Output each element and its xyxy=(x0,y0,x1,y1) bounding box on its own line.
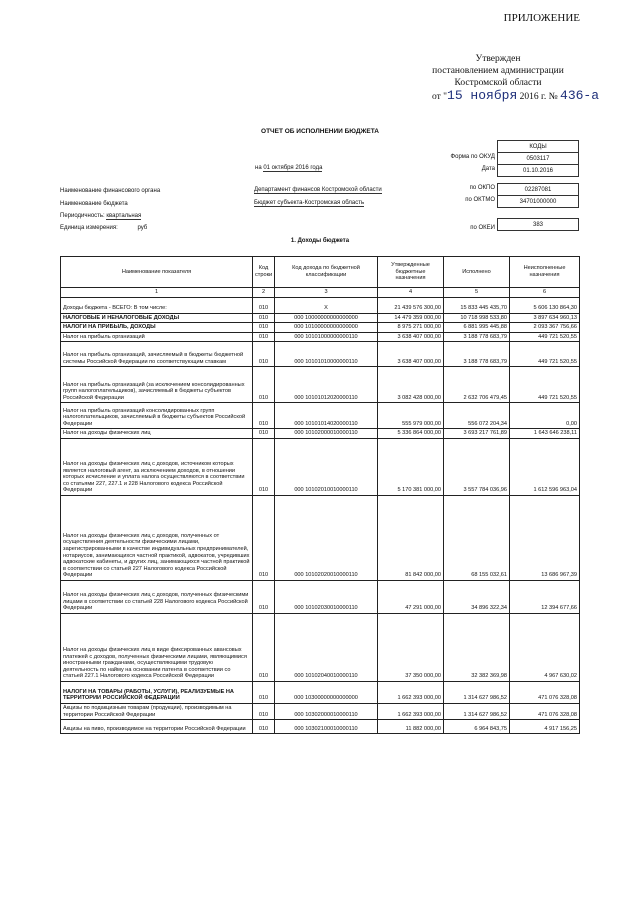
table-row xyxy=(61,313,580,323)
table-row xyxy=(61,297,580,313)
date-code: 01.10.2016 xyxy=(498,165,579,177)
column-number-row xyxy=(61,288,580,298)
row-approved: 1 662 393 000,00 xyxy=(378,681,444,703)
row-name: Акцизы по подакцизным товарам (продукции), производимым на территории Российской Федерации xyxy=(61,703,253,719)
row-income-code: 000 10102040010000110 xyxy=(275,613,378,681)
row-name: Доходы бюджета - ВСЕГО: В том числе: xyxy=(61,297,253,313)
resolution-year-no: 2016 г. № xyxy=(519,92,558,102)
table-row xyxy=(61,681,580,703)
row-unexecuted: 12 394 677,66 xyxy=(510,580,580,613)
row-approved: 5 336 864 000,00 xyxy=(378,429,444,439)
row-unexecuted: 471 076 328,08 xyxy=(510,681,580,703)
row-line-code: 010 xyxy=(253,495,275,580)
row-name: Налог на прибыль организаций (за исключением консолидированных групп налогоплательщиков), зачисляемый в бюджеты субъектов Российской Федерации xyxy=(61,367,253,403)
col-header: Код строки xyxy=(253,257,275,288)
row-unexecuted: 0,00 xyxy=(510,403,580,429)
row-name: Налог на доходы физических лиц в виде фиксированных авансовых платежей с доходов, полученных физическими лицами, являющимися иностранными гражданами, осуществляющими трудовую деятельность по найму на основании патента в соответствии со статьей 227.1 Налогового кодекса Российской Федерации xyxy=(61,613,253,681)
row-unexecuted: 3 897 634 960,13 xyxy=(510,313,580,323)
row-income-code: 000 10101012020000110 xyxy=(275,367,378,403)
col-header: Утвержденные бюджетные назначения xyxy=(378,257,444,288)
row-income-code: 000 10102010010000110 xyxy=(275,438,378,495)
row-approved: 14 479 359 000,00 xyxy=(378,313,444,323)
table-row xyxy=(61,438,580,495)
row-approved: 1 662 393 000,00 xyxy=(378,703,444,719)
row-name: Налог на прибыль организаций консолидированных групп налогоплательщиков, зачисляемый в бюджеты субъектов Российской Федерации xyxy=(61,403,253,429)
row-executed: 34 896 322,34 xyxy=(444,580,510,613)
row-unexecuted: 4 967 630,02 xyxy=(510,613,580,681)
from-prefix: от " xyxy=(432,92,448,102)
table-row xyxy=(61,332,580,342)
row-approved: 555 979 000,00 xyxy=(378,403,444,429)
row-executed: 68 155 032,61 xyxy=(444,495,510,580)
approved-label: Утвержден xyxy=(475,54,521,64)
row-unexecuted: 449 721 520,55 xyxy=(510,332,580,342)
period-line xyxy=(60,213,141,219)
row-approved: 8 975 271 000,00 xyxy=(378,323,444,333)
row-executed: 3 188 778 683,79 xyxy=(444,342,510,367)
period-label: Периодичность: xyxy=(60,213,105,219)
row-executed: 15 833 445 435,70 xyxy=(444,297,510,313)
row-line-code: 010 xyxy=(253,429,275,439)
row-unexecuted: 1 643 646 238,11 xyxy=(510,429,580,439)
oktmo-label: по ОКТМО xyxy=(465,197,495,203)
row-income-code: 000 10101010000000110 xyxy=(275,342,378,367)
row-executed: 6 964 843,75 xyxy=(444,720,510,734)
row-unexecuted: 5 606 130 864,30 xyxy=(510,297,580,313)
unit-line xyxy=(60,225,147,231)
row-line-code: 010 xyxy=(253,580,275,613)
row-name: Налог на доходы физических лиц xyxy=(61,429,253,439)
row-income-code: 000 10302100010000110 xyxy=(275,720,378,734)
row-unexecuted: 13 686 967,39 xyxy=(510,495,580,580)
row-income-code: 000 10102000010000110 xyxy=(275,429,378,439)
row-line-code: 010 xyxy=(253,367,275,403)
resolution-number: 436-а xyxy=(560,88,600,103)
row-approved: 47 291 000,00 xyxy=(378,580,444,613)
row-unexecuted: 2 093 367 756,66 xyxy=(510,323,580,333)
form-label: Форма по ОКУД xyxy=(450,154,495,160)
table-header-row xyxy=(61,257,580,288)
row-income-code: 000 10102030010000110 xyxy=(275,580,378,613)
table-row xyxy=(61,367,580,403)
row-line-code: 010 xyxy=(253,438,275,495)
fin-org-label: Наименование финансового органа xyxy=(60,188,161,194)
resolution-date-line xyxy=(432,88,599,103)
table-row xyxy=(61,323,580,333)
row-name: НАЛОГИ НА ПРИБЫЛЬ, ДОХОДЫ xyxy=(61,323,253,333)
row-executed: 3 693 217 761,89 xyxy=(444,429,510,439)
resolution-day-month: 15 ноября xyxy=(447,88,518,103)
fin-org-value: Департамент финансов Костромской области xyxy=(254,187,382,193)
row-executed: 1 314 627 986,52 xyxy=(444,703,510,719)
table-row xyxy=(61,580,580,613)
row-name: Налог на доходы физических лиц с доходов, полученных от осуществления деятельности физическими лицами, зарегистрированными в качестве индивидуальных предпринимателей, нотариусов, занимающихся частной практикой, адвокатов, учредивших адвокатские кабинеты, и других лиц, занимающихся частной практикой в соответствии со статьей 227 Налогового кодекса Российской Федерации xyxy=(61,495,253,580)
row-income-code: 000 10302000010000110 xyxy=(275,703,378,719)
row-line-code: 010 xyxy=(253,323,275,333)
col-number: 3 xyxy=(275,288,378,298)
row-name: Акцизы на пиво, производимое на территории Российской Федерации xyxy=(61,720,253,734)
unit-value: руб xyxy=(137,225,148,231)
col-number: 4 xyxy=(378,288,444,298)
unit-label: Единица измерения: xyxy=(60,225,118,231)
row-executed: 3 557 784 036,96 xyxy=(444,438,510,495)
row-approved: 11 882 000,00 xyxy=(378,720,444,734)
col-header: Код дохода по бюджетной классификации xyxy=(275,257,378,288)
report-title: ОТЧЕТ ОБ ИСПОЛНЕНИИ БЮДЖЕТА xyxy=(261,128,379,135)
row-name: Налог на прибыль организаций xyxy=(61,332,253,342)
appendix-label: ПРИЛОЖЕНИЕ xyxy=(503,12,580,24)
row-line-code: 010 xyxy=(253,313,275,323)
row-line-code: 010 xyxy=(253,297,275,313)
table-row xyxy=(61,495,580,580)
okei-label: по ОКЕИ xyxy=(470,225,495,231)
row-unexecuted: 1 612 596 963,04 xyxy=(510,438,580,495)
row-unexecuted: 449 721 520,55 xyxy=(510,342,580,367)
revenue-table xyxy=(60,256,580,734)
row-income-code: 000 10100000000000000 xyxy=(275,323,378,333)
date-value: 01 октября 2016 года xyxy=(263,165,323,171)
row-name: Налог на прибыль организаций, зачисляемый в бюджеты бюджетной системы Российской Федерации по соответствующим ставкам xyxy=(61,342,253,367)
row-executed: 3 188 778 683,79 xyxy=(444,332,510,342)
row-unexecuted: 4 917 156,25 xyxy=(510,720,580,734)
col-number: 6 xyxy=(510,288,580,298)
row-executed: 1 314 627 986,52 xyxy=(444,681,510,703)
row-name: НАЛОГОВЫЕ И НЕНАЛОГОВЫЕ ДОХОДЫ xyxy=(61,313,253,323)
okpo-label: по ОКПО xyxy=(469,185,495,191)
row-approved: 3 638 407 000,00 xyxy=(378,332,444,342)
row-income-code: 000 10101000000000110 xyxy=(275,332,378,342)
row-line-code: 010 xyxy=(253,332,275,342)
resolution-label: постановлением администрации xyxy=(432,66,564,76)
row-line-code: 010 xyxy=(253,403,275,429)
row-name: Налог на доходы физических лиц с доходов, источником которых является налоговый агент, за исключением доходов, в отношении которых исчисление и уплата налога осуществляются в соответствии со статьями 227, 227.1 и 228 Налогового кодекса Российской Федерации xyxy=(61,438,253,495)
col-number: 1 xyxy=(61,288,253,298)
budget-value: Бюджет субъекта-Костромская область xyxy=(254,200,365,206)
row-approved: 81 842 000,00 xyxy=(378,495,444,580)
row-executed: 2 632 706 479,45 xyxy=(444,367,510,403)
row-name: Налог на доходы физических лиц с доходов, полученных физическими лицами в соответствии со статьей 228 Налогового кодекса Российской Федерации xyxy=(61,580,253,613)
row-approved: 5 170 381 000,00 xyxy=(378,438,444,495)
row-approved: 3 082 428 000,00 xyxy=(378,367,444,403)
col-header: Исполнено xyxy=(444,257,510,288)
col-header: Неисполненные назначения xyxy=(510,257,580,288)
okei-code: 383 xyxy=(498,219,579,231)
row-executed: 10 718 998 533,80 xyxy=(444,313,510,323)
col-number: 2 xyxy=(253,288,275,298)
codes-table xyxy=(497,140,579,231)
date-prefix: на xyxy=(255,165,262,171)
row-unexecuted: 449 721 520,55 xyxy=(510,367,580,403)
col-number: 5 xyxy=(444,288,510,298)
okpo-code: 02287081 xyxy=(498,184,579,196)
row-approved: 3 638 407 000,00 xyxy=(378,342,444,367)
row-income-code: 000 10101014020000110 xyxy=(275,403,378,429)
row-line-code: 010 xyxy=(253,342,275,367)
row-line-code: 010 xyxy=(253,613,275,681)
date-label: Дата xyxy=(481,166,495,172)
row-executed: 556 072 204,34 xyxy=(444,403,510,429)
table-row xyxy=(61,342,580,367)
row-executed: 6 881 995 445,88 xyxy=(444,323,510,333)
row-approved: 21 439 576 300,00 xyxy=(378,297,444,313)
row-line-code: 010 xyxy=(253,703,275,719)
row-line-code: 010 xyxy=(253,720,275,734)
section-title: 1. Доходы бюджета xyxy=(290,238,350,244)
form-code: 0503117 xyxy=(498,153,579,165)
region-label: Костромской области xyxy=(454,78,542,88)
row-line-code: 010 xyxy=(253,681,275,703)
codes-header: КОДЫ xyxy=(498,141,579,153)
table-row xyxy=(61,403,580,429)
row-approved: 37 350 000,00 xyxy=(378,613,444,681)
row-income-code: 000 10000000000000000 xyxy=(275,313,378,323)
table-row xyxy=(61,703,580,719)
row-name: НАЛОГИ НА ТОВАРЫ (РАБОТЫ, УСЛУГИ), РЕАЛИЗУЕМЫЕ НА ТЕРРИТОРИИ РОССИЙСКОЙ ФЕДЕРАЦИИ xyxy=(61,681,253,703)
table-row xyxy=(61,720,580,734)
row-executed: 32 382 369,98 xyxy=(444,613,510,681)
row-unexecuted: 471 076 328,08 xyxy=(510,703,580,719)
row-income-code: X xyxy=(275,297,378,313)
budget-label: Наименование бюджета xyxy=(60,201,128,207)
col-header: Наименование показателя xyxy=(61,257,253,288)
period-value: квартальная xyxy=(106,213,142,219)
table-row xyxy=(61,613,580,681)
table-row xyxy=(61,429,580,439)
row-income-code: 000 10102020010000110 xyxy=(275,495,378,580)
row-income-code: 000 10300000000000000 xyxy=(275,681,378,703)
oktmo-code: 34701000000 xyxy=(498,196,579,208)
report-date xyxy=(255,165,322,171)
